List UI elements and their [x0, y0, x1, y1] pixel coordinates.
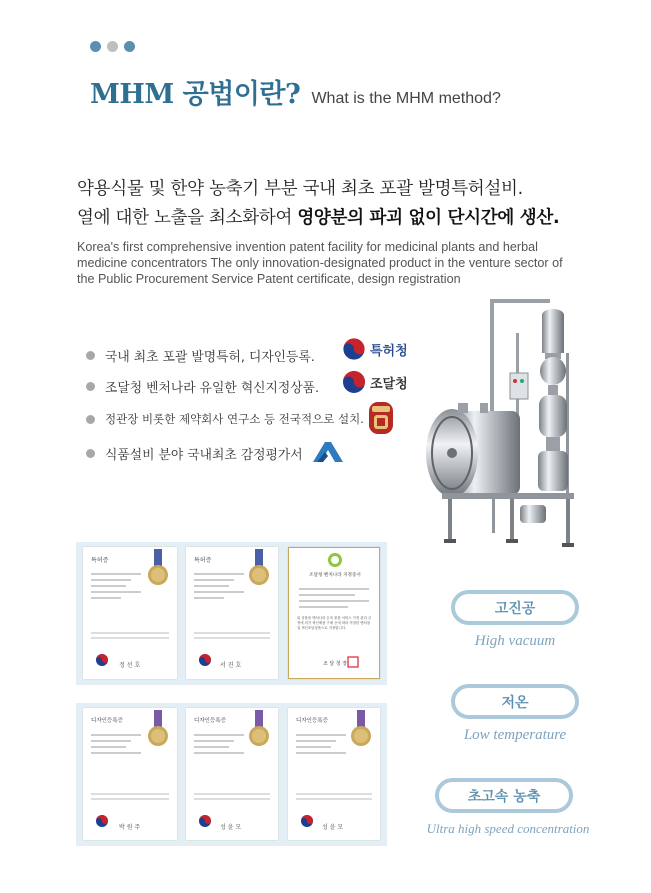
certificate-heading: 디자인등록증	[194, 718, 226, 724]
certificate-panel-row-2	[76, 703, 387, 846]
page-title	[90, 72, 501, 111]
feature-item-appraisal	[86, 444, 303, 463]
certificate-signature: 성 윤 모	[220, 824, 242, 831]
intro-line-2-plain: 열에 대한 노출을 최소화하여	[77, 208, 298, 228]
certificate-signature: 성 윤 모	[322, 824, 344, 831]
pps-logo-text: 조달청	[370, 376, 408, 392]
certificate-body-lines	[194, 629, 270, 642]
mhm-concentrator-machine-image	[420, 293, 580, 553]
kipo-logo	[342, 337, 408, 361]
design-certificate-2	[186, 708, 278, 840]
dot-2	[107, 41, 118, 52]
appraisal-logo	[311, 440, 345, 464]
certificate-signature: 정 선 호	[119, 662, 141, 669]
certificate-body-lines	[91, 790, 169, 803]
gold-medal-icon	[248, 710, 270, 750]
government-emblem-icon	[95, 814, 109, 828]
feature-text: 정관장 비롯한 제약회사 연구소 등 전국적으로 설치.	[105, 412, 364, 426]
jeonggwanjang-seal-icon	[367, 401, 395, 435]
government-emblem-icon	[198, 653, 212, 667]
pps-logo	[342, 370, 408, 394]
decorative-dots	[90, 41, 135, 52]
certificate-body: 위 상품을 벤처나라 등록 물품 서비스 가정 관리 규정에 의거 혁신제품 구매 등에 따라 적정한 벤처창업 혁신조달상품으로 지정합니다.	[297, 616, 372, 630]
feature-text: 국내 최초 포괄 발명특허, 디자인등록.	[105, 350, 315, 365]
bullet-dot	[86, 415, 95, 424]
feature-text: 식품설비 분야 국내최초 감정평가서	[105, 448, 303, 463]
intro-line-1: 약용식물 및 한약 농축기 부분 국내 최초 포괄 발명특허설비.	[77, 179, 523, 199]
bullet-dot	[86, 351, 95, 360]
certificate-signature: 박 원 주	[119, 824, 141, 831]
intro-english: Korea's first comprehensive invention patent facility for medicinal plants and herbal medicine concentrators The only innovation-designated product in the venture sector of the Public Procurement Service Patent certificate, design registration	[77, 240, 563, 286]
bullet-dot	[86, 449, 95, 458]
feature-item-procurement	[86, 377, 319, 396]
certificate-panel-row-1	[76, 542, 387, 685]
a-mark-icon	[311, 440, 345, 464]
certificate-text-lines	[299, 584, 369, 612]
design-certificate-3	[288, 708, 380, 840]
feature-item-patent	[86, 346, 315, 365]
certificate-heading: 특허증	[91, 557, 109, 564]
government-emblem-icon	[198, 814, 212, 828]
certificate-text-lines	[194, 569, 244, 603]
patent-certificate-1	[83, 547, 177, 679]
dot-3	[124, 41, 135, 52]
pill-high-vacuum: 고진공	[451, 590, 579, 625]
government-emblem-icon	[300, 814, 314, 828]
gold-medal-icon	[350, 710, 372, 750]
gold-medal-icon	[248, 549, 270, 589]
pps-emblem-icon	[327, 552, 343, 568]
pill-ultra-high-speed: 초고속 농축	[435, 778, 573, 813]
certificate-text-lines	[91, 730, 141, 758]
caption-low-temperature: Low temperature	[463, 727, 567, 743]
certificate-signature: 서 진 호	[220, 662, 242, 669]
title-main: MHM 공법이란?	[90, 79, 301, 110]
bullet-dot	[86, 382, 95, 391]
feature-item-installation	[86, 411, 364, 427]
official-seal-icon	[347, 656, 359, 668]
kipo-logo-text: 특허청	[370, 343, 408, 359]
certificate-body-lines	[91, 629, 169, 642]
certificate-heading: 특허증	[194, 557, 212, 564]
title-sub: What is the MHM method?	[311, 90, 501, 107]
kipo-taegeuk-icon	[342, 337, 366, 361]
certificate-text-lines	[296, 730, 346, 758]
gold-medal-icon	[147, 549, 169, 589]
procurement-designation-certificate	[288, 547, 380, 679]
jeonggwanjang-logo	[367, 401, 395, 435]
certificate-heading: 디자인등록증	[91, 718, 123, 724]
certificate-heading: 조달청 벤처나라 지정증서	[309, 573, 361, 578]
government-emblem-icon	[95, 653, 109, 667]
dot-1	[90, 41, 101, 52]
intro-line-2	[77, 204, 559, 229]
certificate-heading: 디자인등록증	[296, 718, 328, 724]
design-certificate-1	[83, 708, 177, 840]
pps-taegeuk-icon	[342, 370, 366, 394]
certificate-body-lines	[296, 790, 372, 803]
certificate-footer: 조 달 청 장	[322, 661, 348, 667]
caption-high-vacuum: High vacuum	[474, 633, 556, 649]
certificate-text-lines	[91, 569, 141, 603]
caption-ultra-high-speed: Ultra high speed concentration	[426, 821, 590, 836]
certificate-body-lines	[194, 790, 270, 803]
intro-line-2-bold: 영양분의 파괴 없이 단시간에 생산.	[297, 208, 560, 228]
patent-certificate-2	[186, 547, 278, 679]
certificate-text-lines	[194, 730, 244, 758]
gold-medal-icon	[147, 710, 169, 750]
feature-text: 조달청 벤처나라 유일한 혁신지정상품.	[105, 381, 320, 396]
pill-low-temperature: 저온	[451, 684, 579, 719]
